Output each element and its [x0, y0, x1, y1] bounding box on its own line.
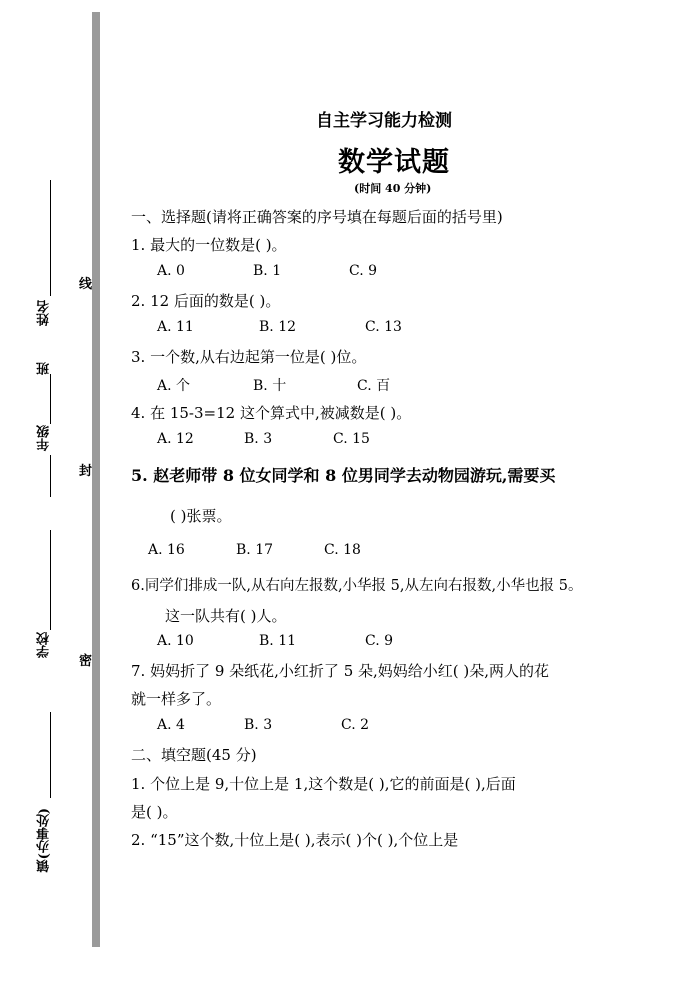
s2-q1-line2: 是( )。: [131, 803, 178, 821]
q6-text-line2: 这一队共有( )人。: [165, 607, 287, 625]
grade-underline: [50, 455, 51, 497]
class-label: 班: [37, 362, 52, 375]
section1-title: 一、选择题(请将正确答案的序号填在每题后面的括号里): [131, 208, 503, 226]
q5-option-c: C. 18: [324, 542, 361, 558]
exam-time: (时间 40 分钟): [354, 182, 432, 195]
name-underline: [50, 180, 51, 296]
q6-option-b: B. 11: [259, 633, 297, 649]
seal-mi-char: 密: [79, 654, 93, 669]
q1-text: 1. 最大的一位数是( )。: [131, 236, 287, 254]
seal-feng-char: 封: [79, 464, 93, 479]
s2-q2-line1: 2. “15”这个数,十位上是( ),表示( )个( ),个位上是: [131, 831, 459, 849]
q3-text: 3. 一个数,从右边起第一位是( )位。: [131, 348, 367, 366]
q7-text-line1: 7. 妈妈折了 9 朵纸花,小红折了 5 朵,妈妈给小红( )朵,两人的花: [131, 662, 550, 680]
q6-option-a: A. 10: [157, 633, 194, 649]
q2-text: 2. 12 后面的数是( )。: [131, 292, 281, 310]
town-underline: [50, 712, 51, 798]
q4-option-b: B. 3: [244, 431, 273, 447]
class-underline: [50, 374, 51, 424]
q2-option-a: A. 11: [157, 319, 194, 335]
q1-option-b: B. 1: [253, 263, 282, 279]
q3-option-c: C. 百: [357, 378, 391, 394]
q4-option-a: A. 12: [157, 431, 194, 447]
name-label: 姓名: [37, 300, 52, 326]
seal-line-char: 线: [79, 277, 93, 292]
q2-option-b: B. 12: [259, 319, 297, 335]
q4-text: 4. 在 15-3=12 这个算式中,被减数是( )。: [131, 404, 412, 422]
q5-option-b: B. 17: [236, 542, 274, 558]
q2-option-c: C. 13: [365, 319, 402, 335]
q6-text-line1: 6.同学们排成一队,从右向左报数,小华报 5,从左向右报数,小华也报 5。: [131, 578, 583, 594]
binding-margin-bar: [92, 12, 100, 947]
q5-option-a: A. 16: [148, 542, 185, 558]
town-label: 镇(办事处): [37, 808, 52, 873]
q7-option-a: A. 4: [157, 717, 185, 733]
q1-option-c: C. 9: [349, 263, 378, 279]
q3-option-a: A. 个: [157, 378, 191, 394]
exam-title: 自主学习能力检测: [316, 111, 452, 131]
school-underline: [50, 530, 51, 630]
q7-text-line2: 就一样多了。: [131, 690, 222, 708]
q7-option-c: C. 2: [341, 717, 370, 733]
q4-option-c: C. 15: [333, 431, 370, 447]
q7-option-b: B. 3: [244, 717, 273, 733]
q5-text-line1: 5. 赵老师带 8 位女同学和 8 位男同学去动物园游玩,需要买: [131, 466, 556, 485]
grade-label: 年级: [37, 425, 52, 451]
school-label: 学校: [37, 632, 52, 658]
q5-text-line2: ( )张票。: [170, 507, 232, 525]
q1-option-a: A. 0: [157, 263, 185, 279]
q3-option-b: B. 十: [253, 378, 287, 394]
section2-title: 二、填空题(45 分): [131, 746, 257, 764]
q6-option-c: C. 9: [365, 633, 394, 649]
s2-q1-line1: 1. 个位上是 9,十位上是 1,这个数是( ),它的前面是( ),后面: [131, 775, 516, 793]
exam-subject: 数学试题: [338, 147, 450, 178]
